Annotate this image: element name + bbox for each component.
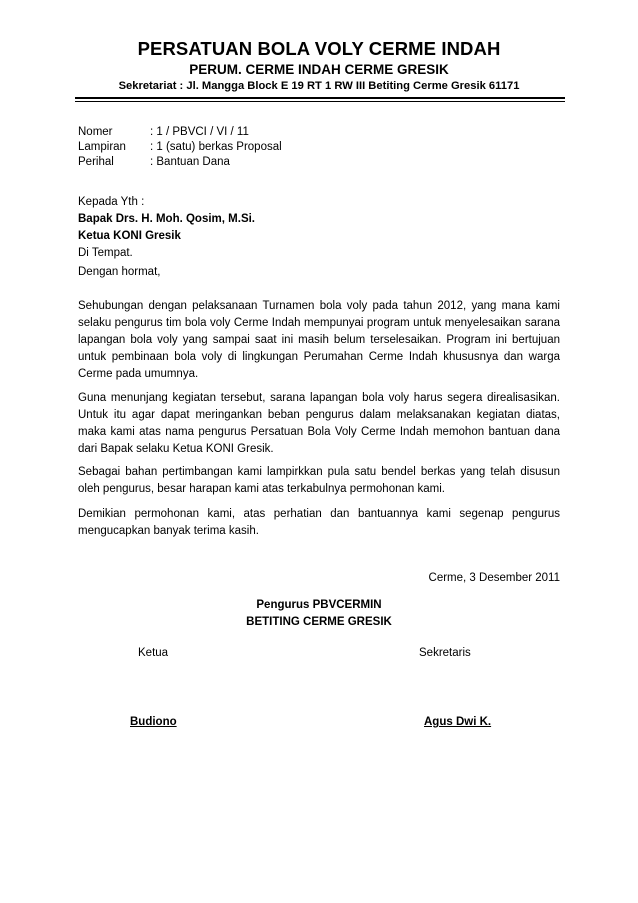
body-paragraph: Sehubungan dengan pelaksanaan Turnamen bola voly pada tahun 2012, yang mana kami selaku pengurus tim bola voly Cerme Indah mempunyai program untuk menyelesaikan sarana lapangan bola voly yang sampai saat ini masih belum terselesaikan. Program ini bertujuan untuk pembinaan bola voly di lingkungan Perumahan Cerme Indah khususnya dan warga Cerme pada umumnya. [78, 300, 560, 380]
signatory-name-secretary: Agus Dwi K. [424, 716, 492, 728]
greeting: Dengan hormat, [78, 266, 161, 278]
meta-label: Lampiran [78, 141, 126, 153]
recipient-name: Bapak Drs. H. Moh. Qosim, M.Si. [78, 213, 256, 225]
letter-date: Cerme, 3 Desember 2011 [428, 572, 560, 584]
meta-row-attachment [78, 140, 282, 155]
signatory-role-chair: Ketua [138, 647, 169, 659]
meta-row-subject [78, 155, 282, 170]
recipient-place: Di Tempat. [78, 247, 133, 259]
signatory-name-chair: Budiono [130, 716, 177, 728]
recipient-position: Ketua KONI Gresik [78, 230, 181, 242]
signatory-role-secretary: Sekretaris [419, 647, 471, 659]
letterhead-divider-thin [75, 101, 565, 102]
meta-value: : Bantuan Dana [150, 156, 230, 168]
recipient-intro: Kepada Yth : [78, 196, 145, 208]
letterhead-address: Sekretariat : Jl. Mangga Block E 19 RT 1 RW III Betiting Cerme Gresik 61171 [118, 80, 520, 92]
letterhead-title: PERSATUAN BOLA VOLY CERME INDAH [137, 38, 501, 59]
meta-value: : 1 (satu) berkas Proposal [150, 141, 282, 153]
meta-label: Nomer [78, 126, 113, 138]
body-paragraph: Demikian permohonan kami, atas perhatian dan bantuannya kami segenap pengurus mengucapkan banyak terima kasih. [78, 508, 560, 537]
body-paragraph: Sebagai bahan pertimbangan kami lampirkkan pula satu bendel berkas yang telah disusun oleh pengurus, besar harapan kami atas terkabulnya permohonan kami. [78, 466, 560, 495]
signatory-org-line1: Pengurus PBVCERMIN [256, 599, 382, 611]
meta-label: Perihal [78, 156, 114, 168]
letter-meta [78, 125, 282, 170]
recipient-block [78, 194, 255, 262]
letterhead-divider-thick [75, 97, 565, 99]
meta-row-number [78, 125, 282, 140]
body-paragraph: Guna menunjang kegiatan tersebut, sarana lapangan bola voly harus segera direalisasikan. Untuk itu agar dapat meringankan beban pengurus dalam melaksanakan kegiatan diatas, maka kami atas nama pengurus Persatuan Bola Voly Cerme Indah memohon bantuan dana dari Bapak selaku Ketua KONI Gresik. [78, 392, 560, 455]
letterhead-subtitle: PERUM. CERME INDAH CERME GRESIK [189, 62, 449, 77]
signatory-org-line2: BETITING CERME GRESIK [246, 616, 392, 628]
meta-value: : 1 / PBVCI / VI / 11 [150, 126, 249, 138]
